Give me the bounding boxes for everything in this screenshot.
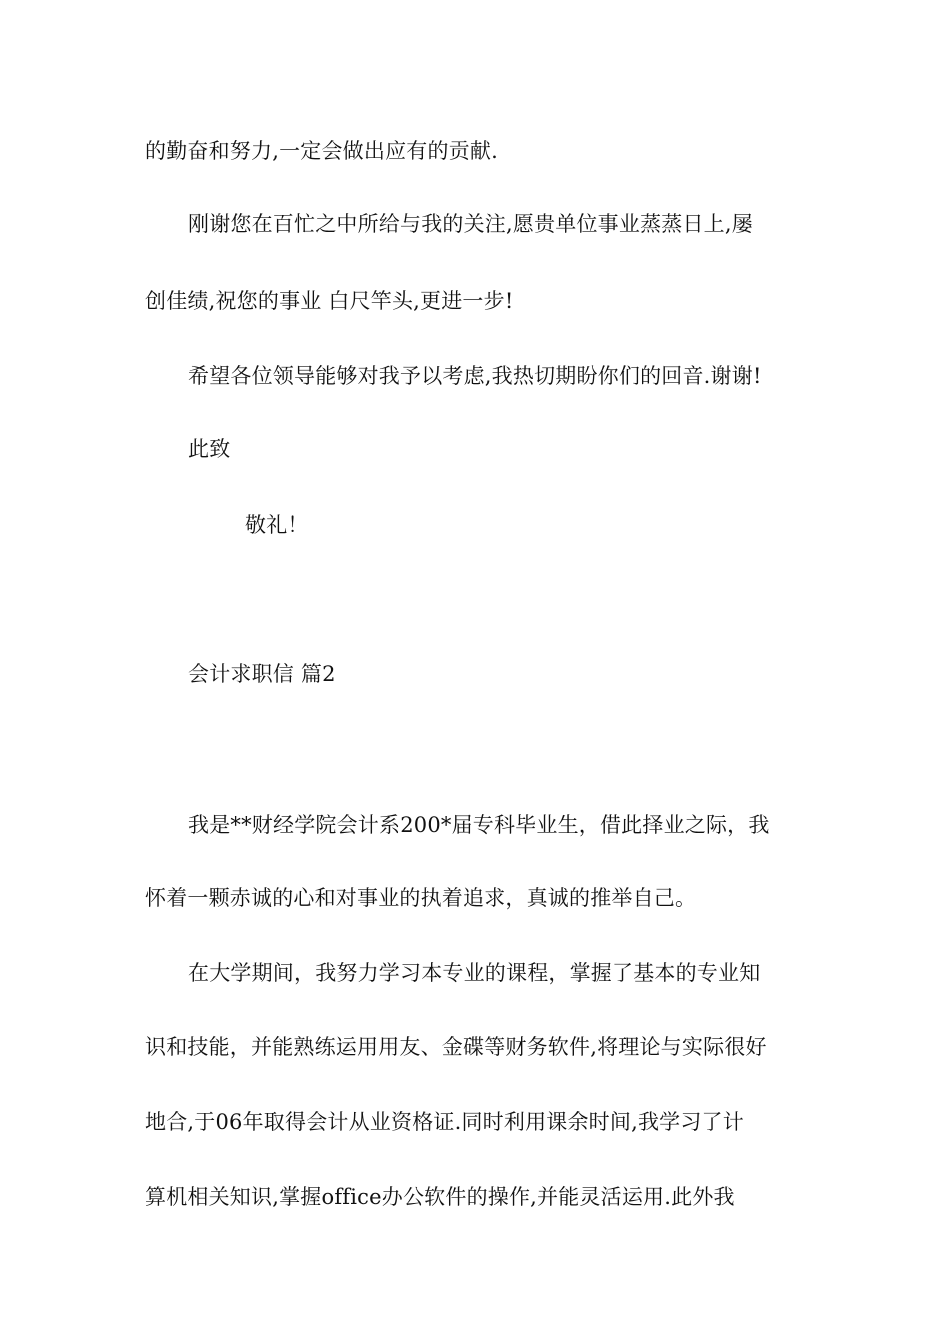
paragraph-line: 怀着一颗赤诚的心和对事业的执着追求，真诚的推举自己。 bbox=[145, 886, 697, 910]
paragraph-line: 识和技能，并能熟练运用用友、金碟等财务软件,将理论与实际很好 bbox=[145, 1035, 767, 1059]
closing-salutation: 敬礼！ bbox=[245, 513, 309, 537]
paragraph-line: 我是**财经学院会计系200*届专科毕业生，借此择业之际，我 bbox=[188, 813, 770, 837]
paragraph-line: 地合,于06年取得会计从业资格证.同时利用课余时间,我学习了计 bbox=[145, 1110, 744, 1134]
closing-line: 此致 bbox=[188, 437, 231, 461]
section-heading: 会计求职信 篇2 bbox=[188, 662, 336, 686]
paragraph-line: 创佳绩,祝您的事业 白尺竿头,更进一步! bbox=[145, 289, 514, 313]
paragraph-line: 的勤奋和努力,一定会做出应有的贡献. bbox=[145, 139, 498, 163]
paragraph-line: 希望各位领导能够对我予以考虑,我热切期盼你们的回音.谢谢! bbox=[188, 364, 762, 388]
paragraph-line: 刚谢您在百忙之中所给与我的关注,愿贵单位事业蒸蒸日上,屡 bbox=[188, 212, 753, 236]
paragraph-line: 在大学期间，我努力学习本专业的课程，掌握了基本的专业知 bbox=[188, 961, 761, 985]
paragraph-line: 算机相关知识,掌握office办公软件的操作,并能灵活运用.此外我 bbox=[145, 1185, 735, 1209]
